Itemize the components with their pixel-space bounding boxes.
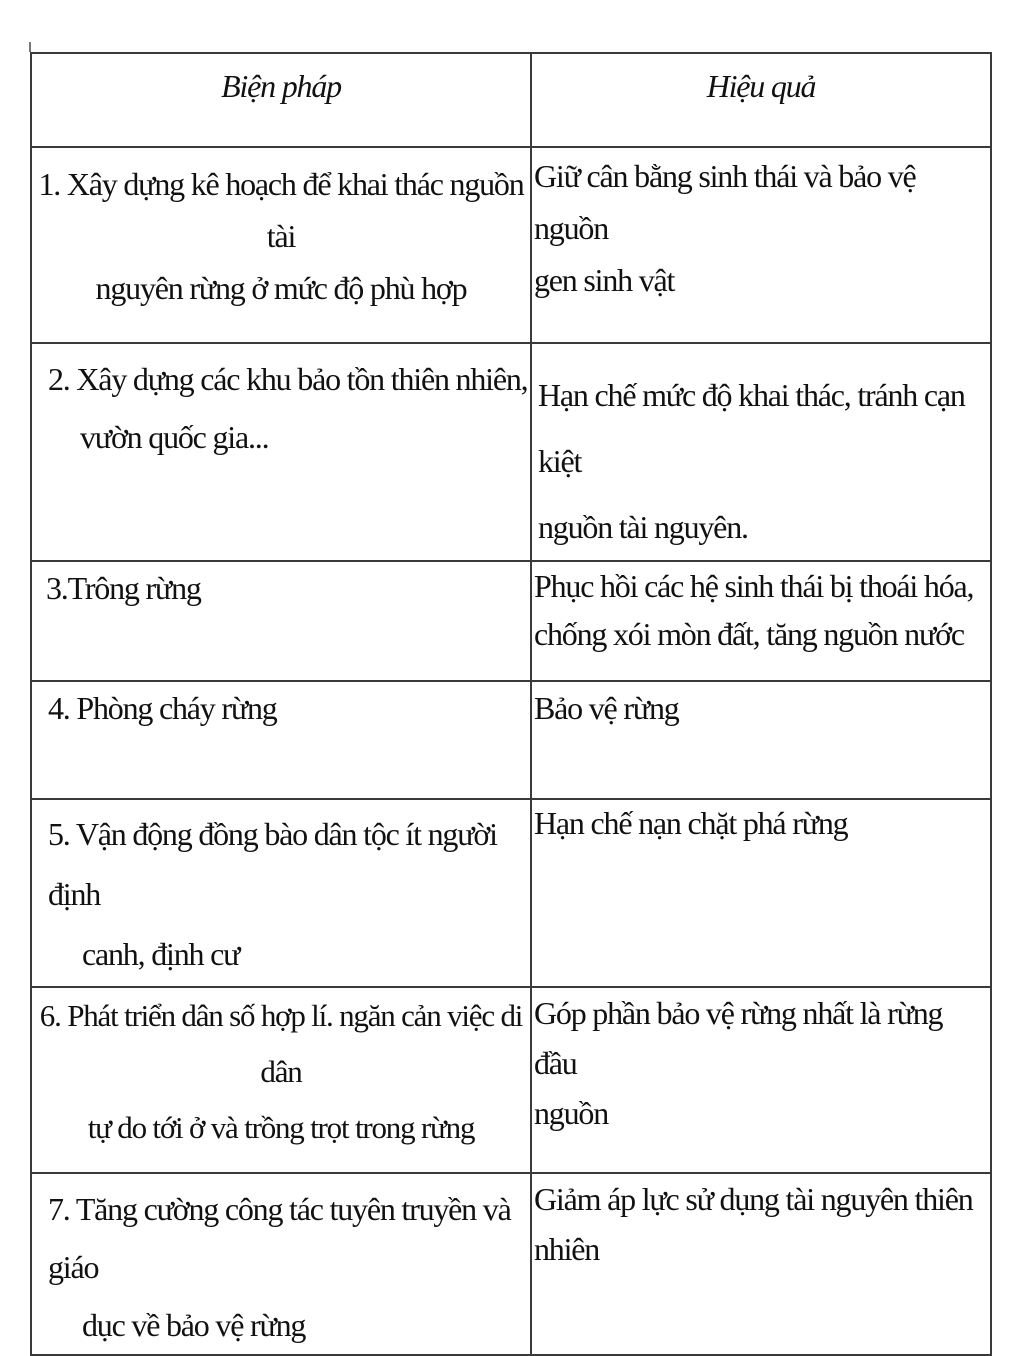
measure-line: tự do tới ở và trồng trọt trong rừng (87, 1110, 475, 1145)
measure-line: dục về bảo vệ rừng (82, 1307, 306, 1343)
measure-line: canh, định cư (82, 936, 240, 972)
measure-line: 2. Xây dựng các khu bảo tồn thiên nhiên, (48, 361, 528, 397)
table-row (31, 343, 991, 561)
effect-cell (531, 343, 991, 561)
table-row (31, 1173, 991, 1355)
measure-line: 7. Tăng cường công tác tuyên truyền và giáo (48, 1191, 511, 1285)
effect-line: gen sinh vật (534, 262, 675, 298)
measure-line: 4. Phòng cháy rừng (48, 690, 277, 726)
measure-cell (31, 147, 531, 343)
table-row (31, 147, 991, 343)
measure-line: 1. Xây dựng kê hoạch để khai thác nguồn tài (38, 166, 524, 254)
measure-cell (31, 343, 531, 561)
measure-line: 3.Trông rừng (46, 570, 201, 606)
table-row (31, 987, 991, 1173)
table-row (31, 799, 991, 987)
effect-line: nguồn (534, 1095, 609, 1131)
effect-line: Hạn chế nạn chặt phá rừng (534, 805, 848, 841)
measure-cell (31, 987, 531, 1173)
header-measure: Biện pháp (31, 53, 531, 147)
effect-line: chống xói mòn đất, tăng nguồn nước (534, 616, 964, 652)
measure-line: vườn quốc gia... (80, 419, 269, 455)
measure-cell (31, 1173, 531, 1355)
table-row (31, 681, 991, 799)
stray-mark (29, 42, 31, 52)
effect-cell (531, 147, 991, 343)
table-header-row (31, 53, 991, 147)
measures-effects-table (30, 52, 992, 1356)
measure-cell (31, 681, 531, 799)
effect-cell (531, 987, 991, 1173)
effect-cell (531, 561, 991, 681)
effect-cell (531, 1173, 991, 1355)
effect-line: Giảm áp lực sử dụng tài nguyên thiên (534, 1181, 973, 1217)
effect-cell (531, 799, 991, 987)
measure-line: 5. Vận động đồng bào dân tộc ít người định (48, 816, 497, 912)
effect-line: Phục hồi các hệ sinh thái bị thoái hóa, (534, 568, 974, 604)
effect-cell (531, 681, 991, 799)
effect-line: Giữ cân bằng sinh thái và bảo vệ nguồn (534, 158, 916, 246)
table-row (31, 561, 991, 681)
measure-line: 6. Phát triển dân số hợp lí. ngăn cản việc di dân (39, 998, 523, 1089)
measure-cell (31, 561, 531, 681)
measure-cell (31, 799, 531, 987)
effect-line: Hạn chế mức độ khai thác, tránh cạn kiệt (538, 377, 965, 479)
effect-line: Góp phần bảo vệ rừng nhất là rừng đầu (534, 995, 943, 1081)
measure-line: nguyên rừng ở mức độ phù hợp (95, 270, 467, 306)
effect-line: Bảo vệ rừng (534, 690, 679, 726)
effect-line: nhiên (534, 1231, 600, 1267)
effect-line: nguồn tài nguyên. (538, 509, 748, 545)
header-effect: Hiệu quả (531, 53, 991, 147)
